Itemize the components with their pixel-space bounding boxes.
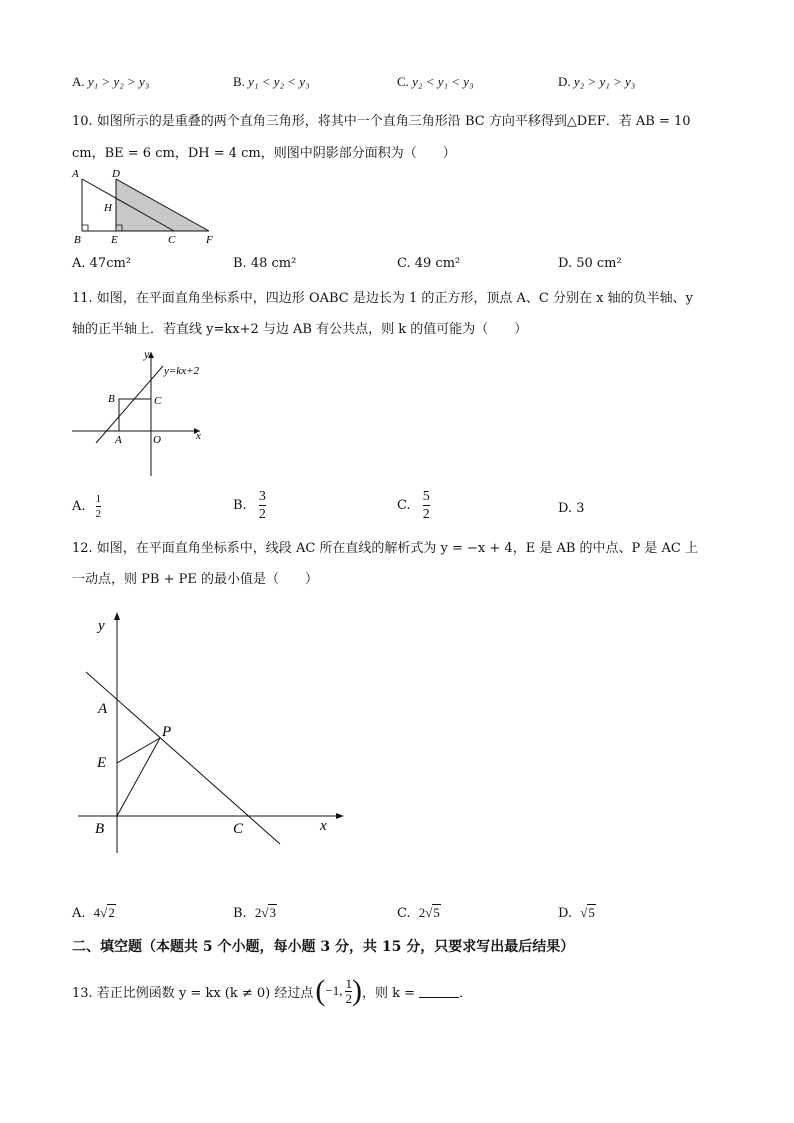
q12-label-a: A (98, 701, 108, 717)
q11-option-b-fraction (259, 488, 266, 523)
q11-option-a-label: A. (72, 499, 86, 514)
q11-stem-line1: 11. 如图，在平面直角坐标系中，四边形 OABC 是边长为 1 的正方形，顶点 A、C 分别在 x 轴的负半轴、y (72, 291, 693, 306)
q9-option-a-label: A. (72, 74, 85, 89)
q9-option-c-label: C. (397, 74, 409, 89)
q10-label-a: A (72, 168, 79, 180)
q12-stem-line2: 一动点，则 PB + PE 的最小值是（ ） (72, 572, 318, 587)
q12-figure (72, 608, 362, 858)
q10-label-e: E (111, 234, 118, 246)
q9-option-c (397, 74, 474, 90)
q11-option-b-num: 3 (258, 489, 266, 504)
q11-option-c-fraction (423, 488, 430, 523)
q10-option-b: B. 48 cm² (233, 256, 297, 271)
q10-option-c: C. 49 cm² (397, 256, 461, 271)
q13-answer-blank[interactable] (419, 985, 459, 998)
q10-stem-line2: cm，BE = 6 cm，DH = 4 cm，则图中阴影部分面积为（ ） (72, 146, 456, 161)
q11-stem-line2: 轴的正半轴上．若直线 y=kx+2 与边 AB 有公共点，则 k 的值可能为（ ） (72, 322, 528, 337)
q11-option-a (72, 492, 101, 521)
q12-label-b: B (95, 821, 105, 837)
q10-label-b: B (74, 234, 81, 246)
q11-option-b (233, 488, 266, 523)
q10-option-a: A. 47cm² (72, 256, 132, 271)
q12-option-b-label: B. (233, 906, 247, 921)
q11-option-a-den: 2 (95, 508, 102, 520)
q13-point-den: 2 (345, 990, 352, 1006)
q9-option-c-expr: y₂ < y₁ < y₃ (412, 74, 474, 89)
q11-option-c-label: C. (397, 498, 411, 513)
q11-label-line: y=kx+2 (164, 365, 199, 377)
q12-label-p: P (162, 724, 172, 740)
q12-option-c-sqrt: 2√5 (418, 905, 440, 920)
q11-label-y: y (144, 347, 150, 361)
q12-label-c: C (233, 821, 244, 837)
q12-option-a (72, 905, 116, 921)
q13-end: ． (459, 985, 473, 1001)
q11-option-d: D. 3 (558, 501, 585, 516)
q12-option-d-label: D. (558, 906, 573, 921)
q11-label-o: O (153, 434, 161, 446)
q12-option-a-sqrt: 4√2 (93, 905, 115, 920)
q9-option-b (233, 74, 310, 90)
q12-label-e: E (97, 755, 107, 771)
q13-point-num: 1 (345, 975, 352, 991)
q9-option-a-expr: y₁ > y₂ > y₃ (87, 74, 150, 89)
q9-option-d-label: D. (558, 74, 571, 89)
q11-option-a-fraction (96, 492, 102, 521)
q9-option-d-expr: y₂ > y₁ > y₃ (573, 74, 636, 89)
q11-label-b: B (108, 393, 115, 405)
q12-option-c (397, 905, 441, 921)
q12-option-c-rad: 5 (433, 905, 440, 920)
q10-stem-line1: 10. 如图所示的是重叠的两个直角三角形，将其中一个直角三角形沿 BC 方向平移得到△DEF．若 AB = 10 (72, 114, 691, 129)
q11-option-c-num: 5 (422, 489, 430, 504)
q10-option-d: D. 50 cm² (558, 256, 622, 271)
q11-option-a-num: 1 (95, 493, 102, 505)
q11-label-c: C (154, 395, 162, 407)
q9-option-a (72, 74, 149, 90)
q11-option-b-label: B. (233, 498, 247, 513)
q12-option-b (233, 905, 277, 921)
q12-option-c-label: C. (397, 906, 411, 921)
q11-label-x: x (196, 430, 201, 442)
q12-option-b-rad: 3 (269, 905, 276, 920)
q9-option-b-label: B. (233, 74, 245, 89)
q13-suffix: ，则 k = (361, 985, 416, 1001)
q13-right-paren: ) (351, 974, 362, 1007)
q11-option-c (397, 488, 430, 523)
q12-option-a-label: A. (72, 906, 86, 921)
section-2-title: 二、填空题（本题共 5 个小题，每小题 3 分，共 15 分，只要求写出最后结果） (72, 939, 575, 955)
q9-option-b-expr: y₁ < y₂ < y₃ (248, 74, 310, 89)
q10-label-h: H (104, 202, 112, 214)
q11-option-b-den: 2 (258, 507, 266, 522)
q10-figure (66, 164, 226, 246)
q12-option-a-coef: 4 (93, 905, 101, 920)
q12-stem-line1: 12. 如图，在平面直角坐标系中，线段 AC 所在直线的解析式为 y = −x + 4，E 是 AB 的中点、P 是 AC 上 (72, 541, 698, 556)
q12-option-d-rad: 5 (588, 905, 595, 920)
q13-point-x: −1, (325, 983, 343, 998)
q12-option-a-rad: 2 (108, 905, 115, 920)
q12-option-c-coef: 2 (418, 905, 426, 920)
q10-label-f: F (206, 234, 213, 246)
q12-option-b-sqrt: 2√3 (254, 905, 276, 920)
q11-label-a: A (115, 434, 122, 446)
q12-label-x: x (320, 818, 327, 834)
q10-label-c: C (168, 234, 176, 246)
q12-option-d-sqrt: √5 (580, 905, 595, 920)
q11-figure (66, 342, 226, 482)
q11-option-c-den: 2 (422, 507, 430, 522)
q10-label-d: D (112, 168, 120, 180)
q12-option-d (558, 905, 596, 921)
q12-label-y: y (98, 618, 105, 634)
q12-option-b-coef: 2 (254, 905, 262, 920)
q13-prefix: 13. 若正比例函数 y = kx (k ≠ 0) 经过点 (72, 985, 314, 1001)
q13-stem (72, 976, 472, 1006)
q9-option-d (558, 74, 635, 90)
q13-left-paren: ( (315, 974, 326, 1007)
